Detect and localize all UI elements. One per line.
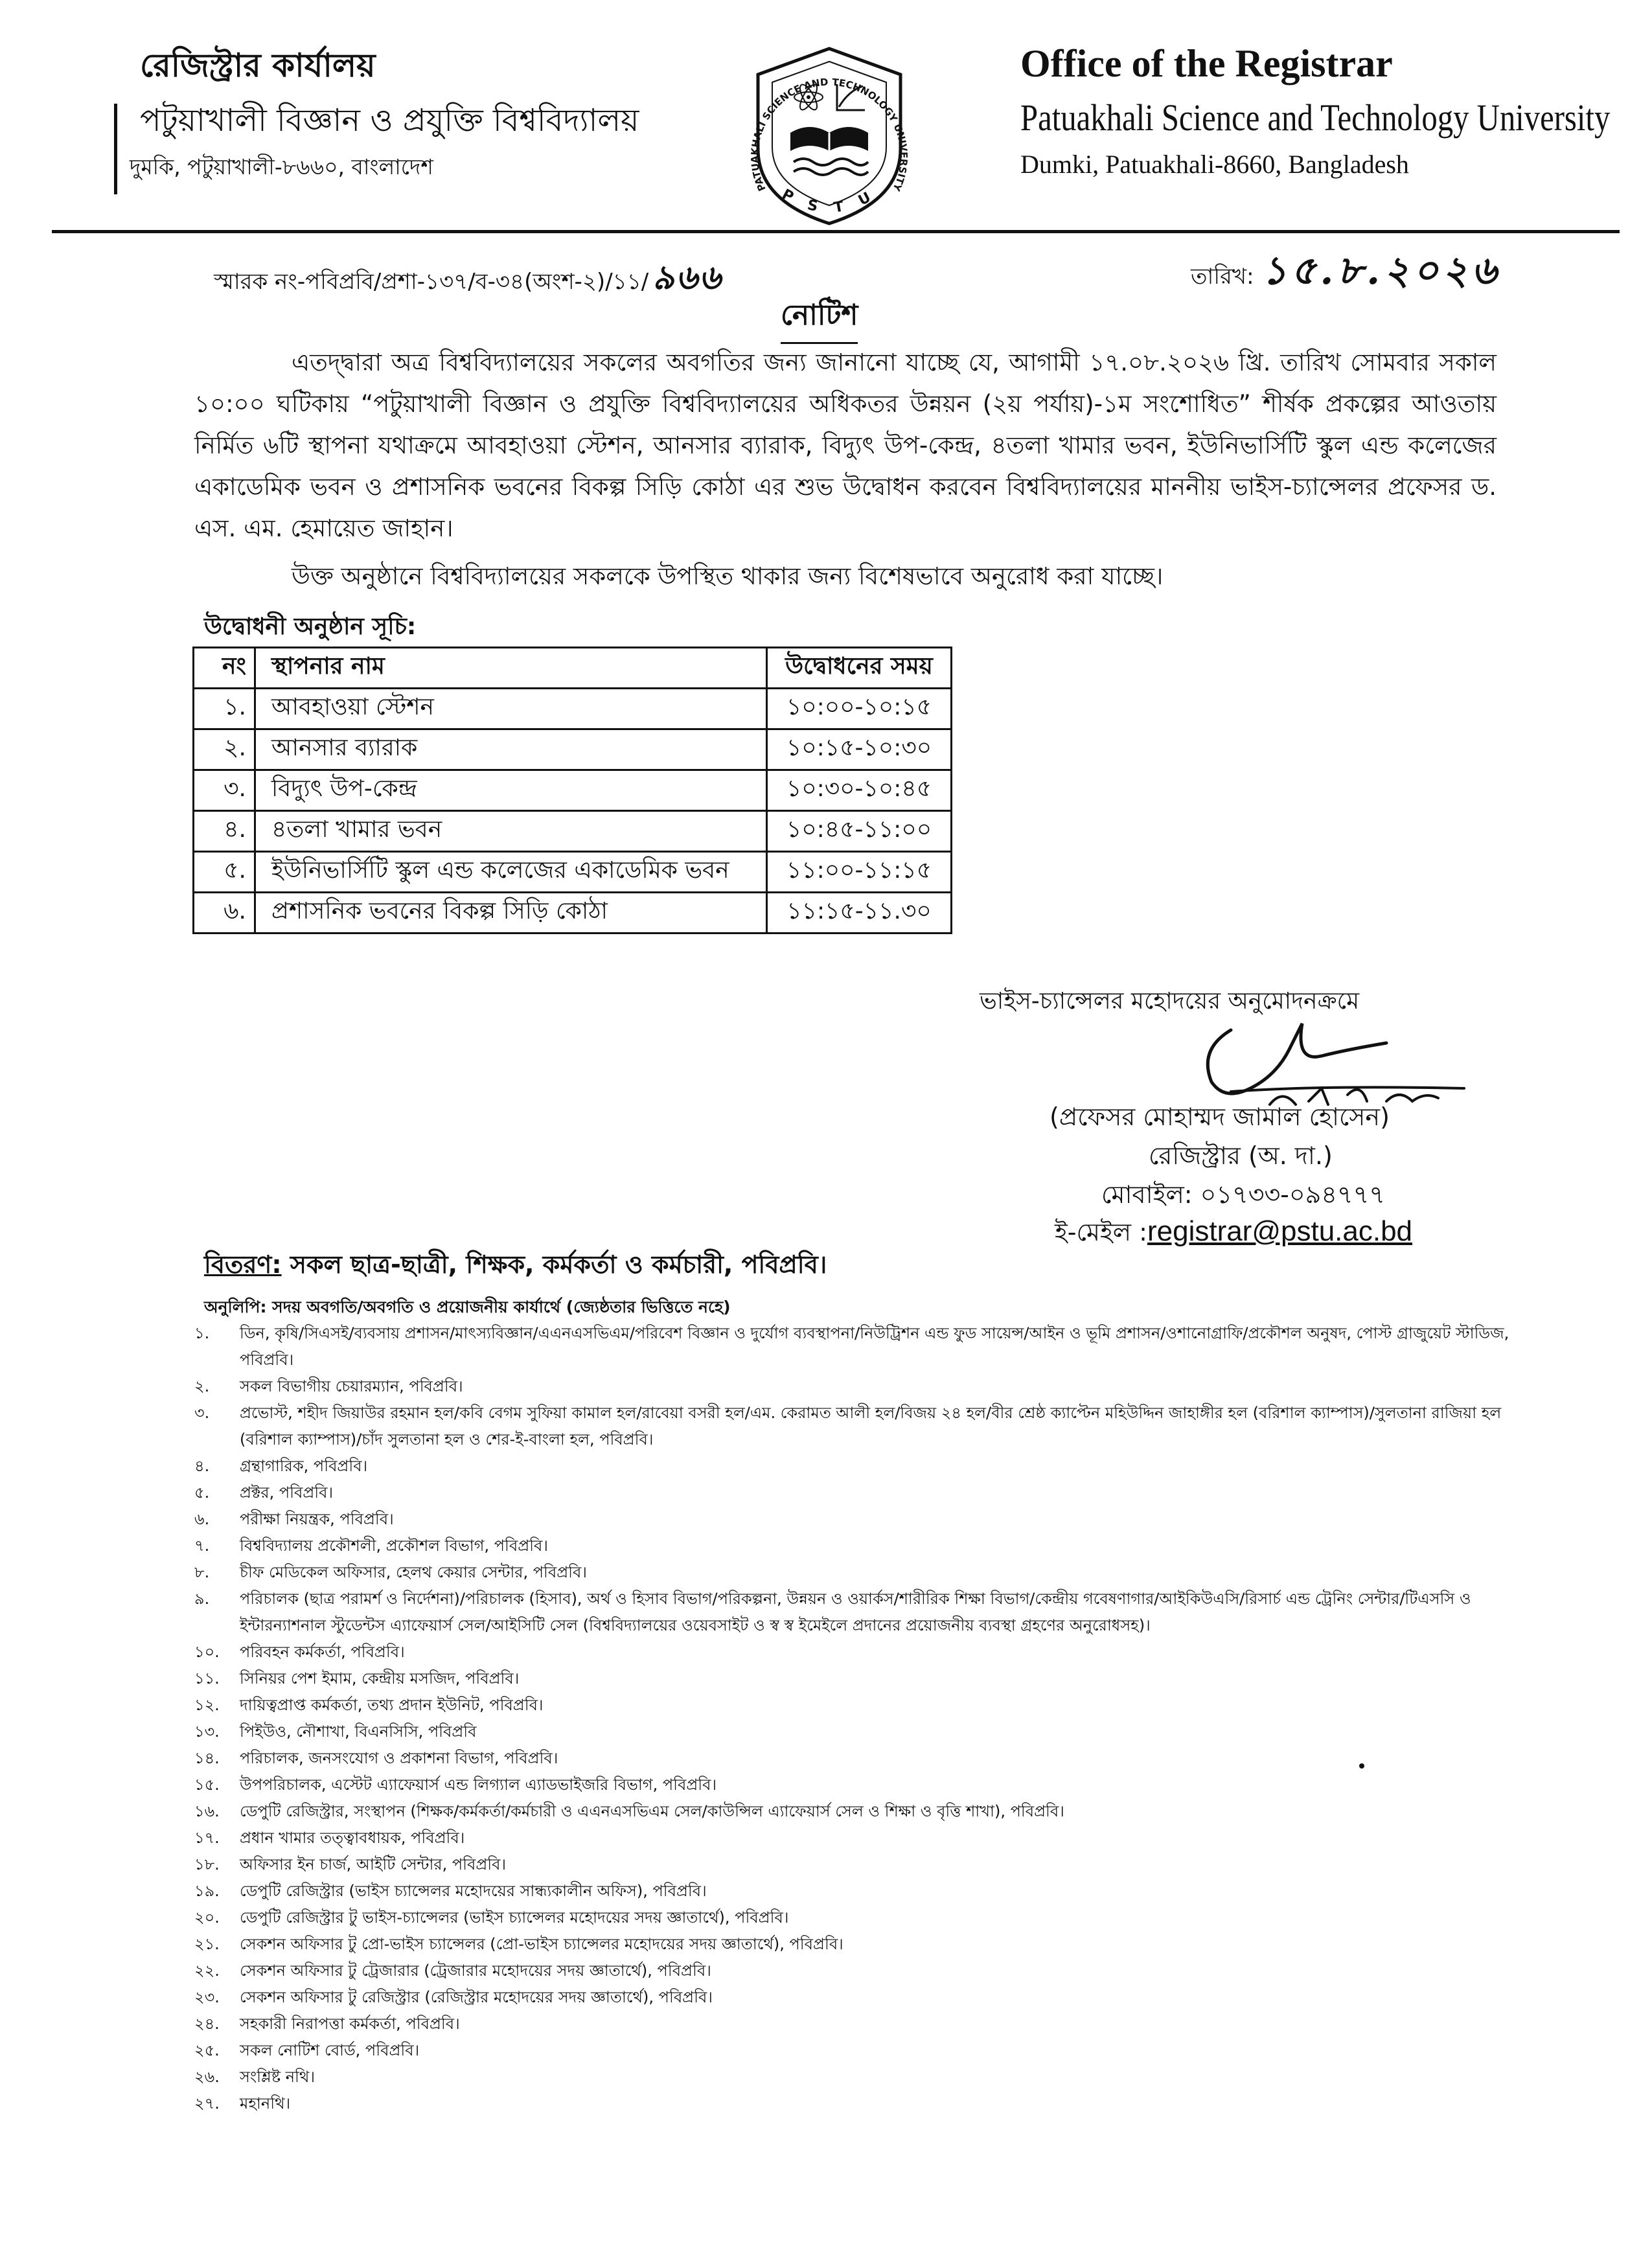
item-number: ২৩. <box>194 1988 220 2006</box>
item-text: ডিন, কৃষি/সিএসই/ব্যবসায় প্রশাসন/মাৎস্যবিজ্ঞান/এএনএসভিএম/পরিবেশ বিজ্ঞান ও দুর্যোগ ব্যবস্থাপনা/নিউট্রিশন এন্ড ফুড সায়েন্স/আইন ও ভূমি প্রশাসন/ওশানোগ্রাফি/প্রকৌশল অনুষদ, পোস্ট গ্রাজুয়েট স্টাডিজ, পবিপ্রবি। <box>240 1324 1509 1369</box>
list-item <box>194 1851 1529 1878</box>
item-number: ১১. <box>194 1669 220 1688</box>
table-row <box>194 811 952 852</box>
list-item <box>194 1878 1529 1905</box>
item-number: ১৩. <box>194 1723 220 1741</box>
english-address: Dumki, Patuakhali-8660, Bangladesh <box>1020 150 1409 179</box>
item-number: ৮. <box>194 1563 210 1581</box>
list-item <box>194 1639 1529 1666</box>
item-number: ১৫. <box>194 1776 220 1794</box>
item-number: ১০. <box>194 1643 220 1661</box>
item-number: ২০. <box>194 1908 220 1927</box>
row-time: ১১:১৫-১১.৩০ <box>767 893 952 934</box>
list-item <box>194 1931 1529 1958</box>
item-text: সংশ্লিষ্ট নথি। <box>240 2068 315 2086</box>
row-time: ১০:০০-১০:১৫ <box>767 689 952 729</box>
row-no: ২. <box>194 729 255 770</box>
registrar-email <box>1055 1213 1412 1255</box>
table-row <box>194 893 952 934</box>
item-number: ১২. <box>194 1696 220 1714</box>
row-no: ৬. <box>194 893 255 934</box>
list-item <box>194 2090 1529 2117</box>
item-number: ২. <box>194 1377 210 1395</box>
item-text: গ্রন্থাগারিক, পবিপ্রবি। <box>240 1457 368 1475</box>
handwritten-date: ১৫.৮.২০২৬ <box>1261 248 1501 293</box>
item-number: ১৭. <box>194 1829 220 1847</box>
item-number: ৫. <box>194 1483 210 1502</box>
header-name: স্থাপনার নাম <box>255 648 767 689</box>
item-text: পিইউও, নৌশাখা, বিএনসিসি, পবিপ্রবি <box>240 1723 477 1741</box>
list-item <box>194 1692 1529 1719</box>
item-text: উপপরিচালক, এস্টেট এ্যাফেয়ার্স এন্ড লিগ্যাল এ্যাডভাইজরি বিভাগ, পবিপ্রবি। <box>240 1776 717 1794</box>
row-no: ৩. <box>194 770 255 811</box>
list-item <box>194 1453 1529 1480</box>
registrar-name: (প্রফেসর মোহাম্মদ জামাল হোসেন) <box>1050 1103 1390 1131</box>
row-time: ১০:৪৫-১১:০০ <box>767 811 952 852</box>
item-number: ১৮. <box>194 1855 220 1873</box>
distribution-line <box>204 1246 827 1287</box>
list-item <box>194 1825 1529 1851</box>
item-text: প্রধান খামার তত্ত্বাবধায়ক, পবিপ্রবি। <box>240 1829 465 1847</box>
row-time: ১০:১৫-১০:৩০ <box>767 729 952 770</box>
list-item <box>194 1958 1529 1984</box>
table-row <box>194 770 952 811</box>
row-name: বিদ্যুৎ উপ-কেন্দ্র <box>255 770 767 811</box>
english-office-title: Office of the Registrar <box>1020 42 1393 85</box>
row-no: ১. <box>194 689 255 729</box>
list-item <box>194 1719 1529 1745</box>
row-time: ১১:০০-১১:১৫ <box>767 852 952 893</box>
item-text: প্রভোস্ট, শহীদ জিয়াউর রহমান হল/কবি বেগম সুফিয়া কামাল হল/রাবেয়া বসরী হল/এম. কেরামত আলী হল/বিজয় ২৪ হল/বীর শ্রেষ্ঠ ক্যাপ্টেন মহিউদ্দিন জাহাঙ্গীর হল (বরিশাল ক্যাম্পাস)/সুলতানা রাজিয়া হল (বরিশাল ক্যাম্পাস)/চাঁদ সুলতানা হল ও শের-ই-বাংলা হল, পবিপ্রবি। <box>240 1404 1502 1449</box>
row-name: ৪তলা খামার ভবন <box>255 811 767 852</box>
item-text: চীফ মেডিকেল অফিসার, হেলথ কেয়ার সেন্টার, পবিপ্রবি। <box>240 1563 587 1581</box>
item-text: দায়িত্বপ্রাপ্ত কর্মকর্তা, তথ্য প্রদান ইউনিট, পবিপ্রবি। <box>240 1696 544 1714</box>
date-label: তারিখ: <box>1191 264 1254 290</box>
notice-paragraph-1: এতদ্দ্বারা অত্র বিশ্ববিদ্যালয়ের সকলের অবগতির জন্য জানানো যাচ্ছে যে, আগামী ১৭.০৮.২০২৬ খ্রি. তারিখ সোমবার সকাল ১০:০০ ঘটিকায় “পটুয়াখালী বিজ্ঞান ও প্রযুক্তি বিশ্ববিদ্যালয়ের অধিকতর উন্নয়ন (২য় পর্যায়)-১ম সংশোধিত” শীর্ষক প্রকল্পের আওতায় নির্মিত ৬টি স্থাপনা যথাক্রমে আবহাওয়া স্টেশন, আনসার ব্যারাক, বিদ্যুৎ উপ-কেন্দ্র, ৪তলা খামার ভবন, ইউনিভার্সিটি স্কুল এন্ড কলেজের একাডেমিক ভবন ও প্রশাসনিক ভবনের বিকল্প সিড়ি কোঠা এর শুভ উদ্বোধন করবেন বিশ্ববিদ্যালয়ের মাননীয় ভাইস-চ্যান্সেলর প্রফেসর ড. এস. এম. হেমায়েত জাহান। <box>194 349 1497 542</box>
list-item <box>194 1373 1529 1400</box>
row-name: আবহাওয়া স্টেশন <box>255 689 767 729</box>
item-number: ১. <box>194 1324 210 1342</box>
bangla-address: দুমকি, পটুয়াখালী-৮৬৬০, বাংলাদেশ <box>130 154 433 179</box>
bangla-university-name: পটুয়াখালী বিজ্ঞান ও প্রযুক্তি বিশ্ববিদ্যালয় <box>140 102 639 139</box>
table-row <box>194 852 952 893</box>
item-text: সকল বিভাগীয় চেয়ারম্যান, পবিপ্রবি। <box>240 1377 463 1395</box>
item-number: ৪. <box>194 1457 210 1475</box>
header-time: উদ্বোধনের সময় <box>767 648 952 689</box>
row-name: ইউনিভার্সিটি স্কুল এন্ড কলেজের একাডেমিক ভবন <box>255 852 767 893</box>
list-item <box>194 1533 1529 1559</box>
list-item <box>194 1320 1529 1373</box>
logo-ring-text: PATUAKHALI SCIENCE AND TECHNOLOGY UNIVERSITY <box>748 76 910 193</box>
list-item <box>194 2011 1529 2037</box>
memo-label: স্মারক নং-পবিপ্রবি/প্রশা-১৩৭/ব-৩৪(অংশ-২)/১১/ <box>214 269 649 295</box>
item-number: ৬. <box>194 1510 210 1528</box>
email-link[interactable]: registrar@pstu.ac.bd <box>1147 1215 1413 1247</box>
item-number: ২৫. <box>194 2041 220 2059</box>
memo-handwritten-number: ৯৬৬ <box>652 258 722 297</box>
item-text: বিশ্ববিদ্যালয় প্রকৌশলী, প্রকৌশল বিভাগ, পবিপ্রবি। <box>240 1537 548 1555</box>
item-text: মহানথি। <box>240 2094 291 2113</box>
item-text: পরিবহন কর্মকর্তা, পবিপ্রবি। <box>240 1643 405 1661</box>
item-text: ডেপুটি রেজিস্ট্রার, সংস্থাপন (শিক্ষক/কর্মকর্তা/কর্মচারী ও এএনএসভিএম সেল/কাউন্সিল এ্যাফেয়ার্স সেল ও শিক্ষা ও বৃত্তি শাখা), পবিপ্রবি। <box>240 1802 1064 1820</box>
item-number: ২১. <box>194 1935 220 1953</box>
list-item <box>194 1745 1529 1772</box>
item-number: ২৬. <box>194 2068 220 2086</box>
item-number: ১৬. <box>194 1802 220 1820</box>
memo-date <box>1191 241 1500 306</box>
item-number: ২৪. <box>194 2015 220 2033</box>
stray-dot <box>1359 1763 1364 1769</box>
list-item <box>194 2064 1529 2090</box>
bangla-office-title: রেজিস্ট্রার কার্যালয় <box>140 47 376 84</box>
list-item <box>194 1905 1529 1931</box>
item-text: সিনিয়র পেশ ইমাম, কেন্দ্রীয় মসজিদ, পবিপ্রবি। <box>240 1669 520 1688</box>
list-item <box>194 1586 1529 1639</box>
list-item <box>194 1559 1529 1586</box>
copies-title: অনুলিপি: সদয় অবগতি/অবগতি ও প্রয়োজনীয় কার্যার্থে (জ্যেষ্ঠতার ভিত্তিতে নহে) <box>204 1298 731 1316</box>
item-number: ২২. <box>194 1962 220 1980</box>
item-text: অফিসার ইন চার্জ, আইটি সেন্টার, পবিপ্রবি। <box>240 1855 507 1873</box>
item-text: সেকশন অফিসার টু ট্রেজারার (ট্রেজারার মহোদয়ের সদয় জ্ঞাতার্থে), পবিপ্রবি। <box>240 1962 711 1980</box>
row-no: ৫. <box>194 852 255 893</box>
item-number: ৩. <box>194 1404 210 1422</box>
memo-number <box>214 251 722 308</box>
item-number: ৭. <box>194 1537 210 1555</box>
item-text: সকল নোটিশ বোর্ড, পবিপ্রবি। <box>240 2041 420 2059</box>
list-item <box>194 1480 1529 1506</box>
item-number: ১৪. <box>194 1749 220 1767</box>
item-text: সহকারী নিরাপত্তা কর্মকর্তা, পবিপ্রবি। <box>240 2015 460 2033</box>
notice-title: নোটিশ <box>781 293 858 344</box>
list-item <box>194 1772 1529 1798</box>
item-text: পরীক্ষা নিয়ন্ত্রক, পবিপ্রবি। <box>240 1510 394 1528</box>
row-no: ৪. <box>194 811 255 852</box>
notice-paragraph-2: উক্ত অনুষ্ঠানে বিশ্ববিদ্যালয়ের সকলকে উপস্থিত থাকার জন্য বিশেষভাবে অনুরোধ করা যাচ্ছে। <box>292 562 1164 590</box>
row-name: আনসার ব্যারাক <box>255 729 767 770</box>
table-header-row <box>194 648 952 689</box>
logo-acronym: P S T U <box>779 186 880 216</box>
registrar-designation: রেজিস্ট্রার (অ. দা.) <box>1149 1141 1333 1170</box>
schedule-title: উদ্বোধনী অনুষ্ঠান সূচি: <box>204 613 417 640</box>
item-text: সেকশন অফিসার টু রেজিস্ট্রার (রেজিস্ট্রার মহোদয়ের সদয় জ্ঞাতার্থে), পবিপ্রবি। <box>240 1988 713 2006</box>
item-text: ডেপুটি রেজিস্ট্রার (ভাইস চ্যান্সেলর মহোদয়ের সান্ধ্যকালীন অফিস), পবিপ্রবি। <box>240 1882 707 1900</box>
row-name: প্রশাসনিক ভবনের বিকল্প সিড়ি কোঠা <box>255 893 767 934</box>
letterhead-divider <box>114 104 117 194</box>
distribution-label: বিতরণ: <box>204 1250 282 1279</box>
row-time: ১০:৩০-১০:৪৫ <box>767 770 952 811</box>
copies-list <box>194 1320 1529 2117</box>
list-item <box>194 1666 1529 1692</box>
item-number: ৯. <box>194 1590 210 1608</box>
email-label: ই-মেইল : <box>1055 1218 1147 1246</box>
list-item <box>194 1506 1529 1533</box>
list-item <box>194 2037 1529 2064</box>
university-logo <box>732 36 926 230</box>
item-text: সেকশন অফিসার টু প্রো-ভাইস চ্যান্সেলর (প্রো-ভাইস চ্যান্সেলর মহোদয়ের সদয় জ্ঞাতার্থে), পবিপ্রবি। <box>240 1935 843 1953</box>
distribution-text: সকল ছাত্র-ছাত্রী, শিক্ষক, কর্মকর্তা ও কর্মচারী, পবিপ্রবি। <box>281 1250 827 1279</box>
letterhead-rule <box>52 230 1620 233</box>
schedule-table <box>192 647 952 934</box>
list-item <box>194 1798 1529 1825</box>
table-row <box>194 689 952 729</box>
item-number: ১৯. <box>194 1882 220 1900</box>
english-university-name: Patuakhali Science and Technology University <box>1020 97 1611 139</box>
item-text: পরিচালক (ছাত্র পরামর্শ ও নির্দেশনা)/পরিচালক (হিসাব), অর্থ ও হিসাব বিভাগ/পরিকল্পনা, উন্নয়ন ও ওয়ার্কস/শারীরিক শিক্ষা বিভাগ/কেন্দ্রীয় গবেষণাগার/আইকিউএসি/রিসার্চ এন্ড ট্রেনিং সেন্টার/টিএসসি ও ইন্টারন্যাশনাল স্টুডেন্টস এ্যাফেয়ার্স সেল/আইসিটি সেল (বিশ্ববিদ্যালয়ের ওয়েবসাইট ও স্ব স্ব ইমেইলে প্রদানের প্রয়োজনীয় ব্যবস্থা গ্রহণের অনুরোধসহ)। <box>240 1590 1471 1634</box>
list-item <box>194 1984 1529 2011</box>
item-text: ডেপুটি রেজিস্ট্রার টু ভাইস-চ্যান্সেলর (ভাইস চ্যান্সেলর মহোদয়ের সদয় জ্ঞাতার্থে), পবিপ্রবি। <box>240 1908 789 1927</box>
list-item <box>194 1400 1529 1453</box>
header-no: নং <box>194 648 255 689</box>
approval-line: ভাইস-চ্যান্সেলর মহোদয়ের অনুমোদনক্রমে <box>980 988 1360 1014</box>
item-number: ২৭. <box>194 2094 220 2113</box>
table-row <box>194 729 952 770</box>
item-text: প্রক্টর, পবিপ্রবি। <box>240 1483 334 1502</box>
item-text: পরিচালক, জনসংযোগ ও প্রকাশনা বিভাগ, পবিপ্রবি। <box>240 1749 558 1767</box>
registrar-mobile: মোবাইল: ০১৭৩৩-০৯৪৭৭৭ <box>1101 1180 1386 1209</box>
